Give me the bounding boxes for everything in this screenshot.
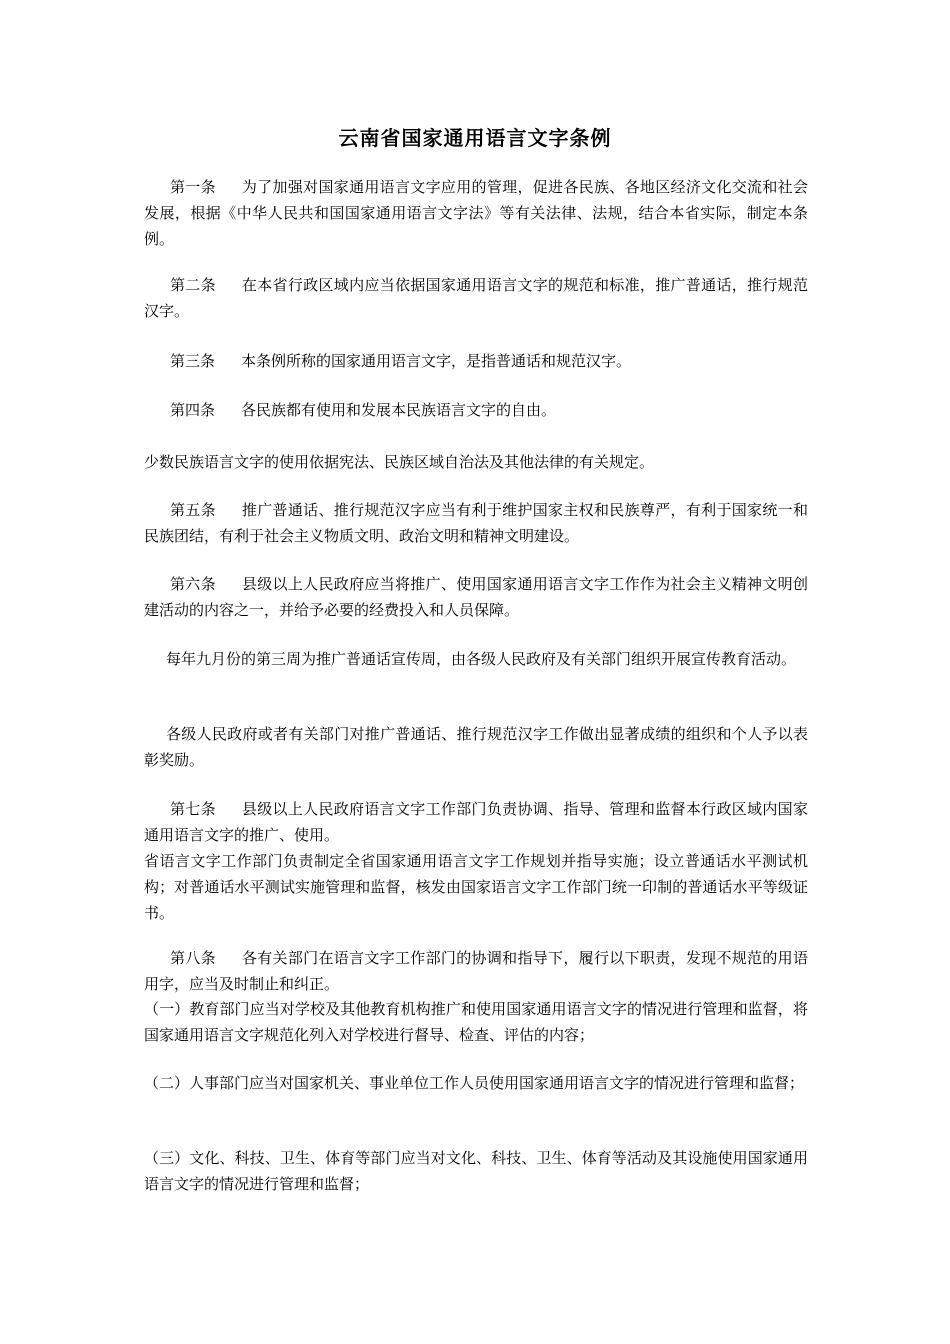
article-text: 县级以上人民政府应当将推广、使用国家通用语言文字工作作为社会主义精神文明创建活动的内容之一，并给予必要的经费投入和人员保障。 — [144, 575, 808, 619]
article-number: 第八条 — [170, 949, 216, 967]
article-number: 第一条 — [170, 178, 216, 196]
article-text: 县级以上人民政府语言文字工作部门负责协调、指导、管理和监督本行政区域内国家通用语言文字的推广、使用。 — [144, 800, 808, 844]
list-item — [144, 1145, 808, 1197]
article-text: 各民族都有使用和发展本民族语言文字的自由。 — [241, 401, 557, 419]
article-number: 第二条 — [170, 276, 216, 294]
list-item — [144, 1070, 808, 1096]
article-8 — [144, 945, 808, 997]
paragraph — [144, 646, 808, 672]
article-number: 第七条 — [170, 800, 216, 818]
paragraph-text: 各级人民政府或者有关部门对推广普通话、推行规范汉字工作做出显著成绩的组织和个人予以表彰奖励。 — [144, 725, 808, 769]
article-1 — [144, 174, 808, 252]
article-text: 在本省行政区域内应当依据国家通用语言文字的规范和标准，推广普通话，推行规范汉字。 — [144, 276, 808, 320]
paragraph — [144, 449, 808, 475]
article-5 — [144, 497, 808, 549]
article-2 — [144, 272, 808, 324]
article-number: 第五条 — [170, 501, 216, 519]
document-title: 云南省国家通用语言文字条例 — [338, 126, 612, 150]
paragraph — [144, 848, 808, 926]
article-text: 各有关部门在语言文字工作部门的协调和指导下，履行以下职责，发现不规范的用语用字，应当及时制止和纠正。 — [144, 949, 808, 993]
list-item-text: （一）教育部门应当对学校及其他教育机构推广和使用国家通用语言文字的情况进行管理和监督，将国家通用语言文字规范化列入对学校进行督导、检查、评估的内容； — [144, 1000, 808, 1044]
article-text: 推广普通话、推行规范汉字应当有利于维护国家主权和民族尊严，有利于国家统一和民族团结，有利于社会主义物质文明、政治文明和精神文明建设。 — [144, 501, 808, 545]
article-number: 第三条 — [170, 352, 216, 370]
article-4 — [144, 397, 808, 423]
list-item-text: （三）文化、科技、卫生、体育等部门应当对文化、科技、卫生、体育等活动及其设施使用国家通用语言文字的情况进行管理和监督； — [144, 1149, 808, 1193]
paragraph-text: 少数民族语言文字的使用依据宪法、民族区域自治法及其他法律的有关规定。 — [144, 453, 655, 471]
article-3 — [144, 348, 808, 374]
paragraph-text: 每年九月份的第三周为推广普通话宣传周，由各级人民政府及有关部门组织开展宣传教育活动。 — [166, 650, 797, 668]
article-number: 第六条 — [170, 575, 216, 593]
list-item — [144, 996, 808, 1048]
article-text: 为了加强对国家通用语言文字应用的管理，促进各民族、各地区经济文化交流和社会发展，根据《中华人民共和国国家通用语言文字法》等有关法律、法规，结合本省实际，制定本条例。 — [144, 178, 808, 248]
paragraph — [144, 721, 808, 773]
paragraph-text: 省语言文字工作部门负责制定全省国家通用语言文字工作规划并指导实施；设立普通话水平测试机构；对普通话水平测试实施管理和监督，核发由国家语言文字工作部门统一印制的普通话水平等级证书。 — [144, 852, 808, 922]
list-item-text: （二）人事部门应当对国家机关、事业单位工作人员使用国家通用语言文字的情况进行管理和监督； — [144, 1074, 805, 1092]
article-6 — [144, 571, 808, 623]
article-number: 第四条 — [170, 401, 216, 419]
article-7 — [144, 796, 808, 848]
article-text: 本条例所称的国家通用语言文字，是指普通话和规范汉字。 — [241, 352, 632, 370]
